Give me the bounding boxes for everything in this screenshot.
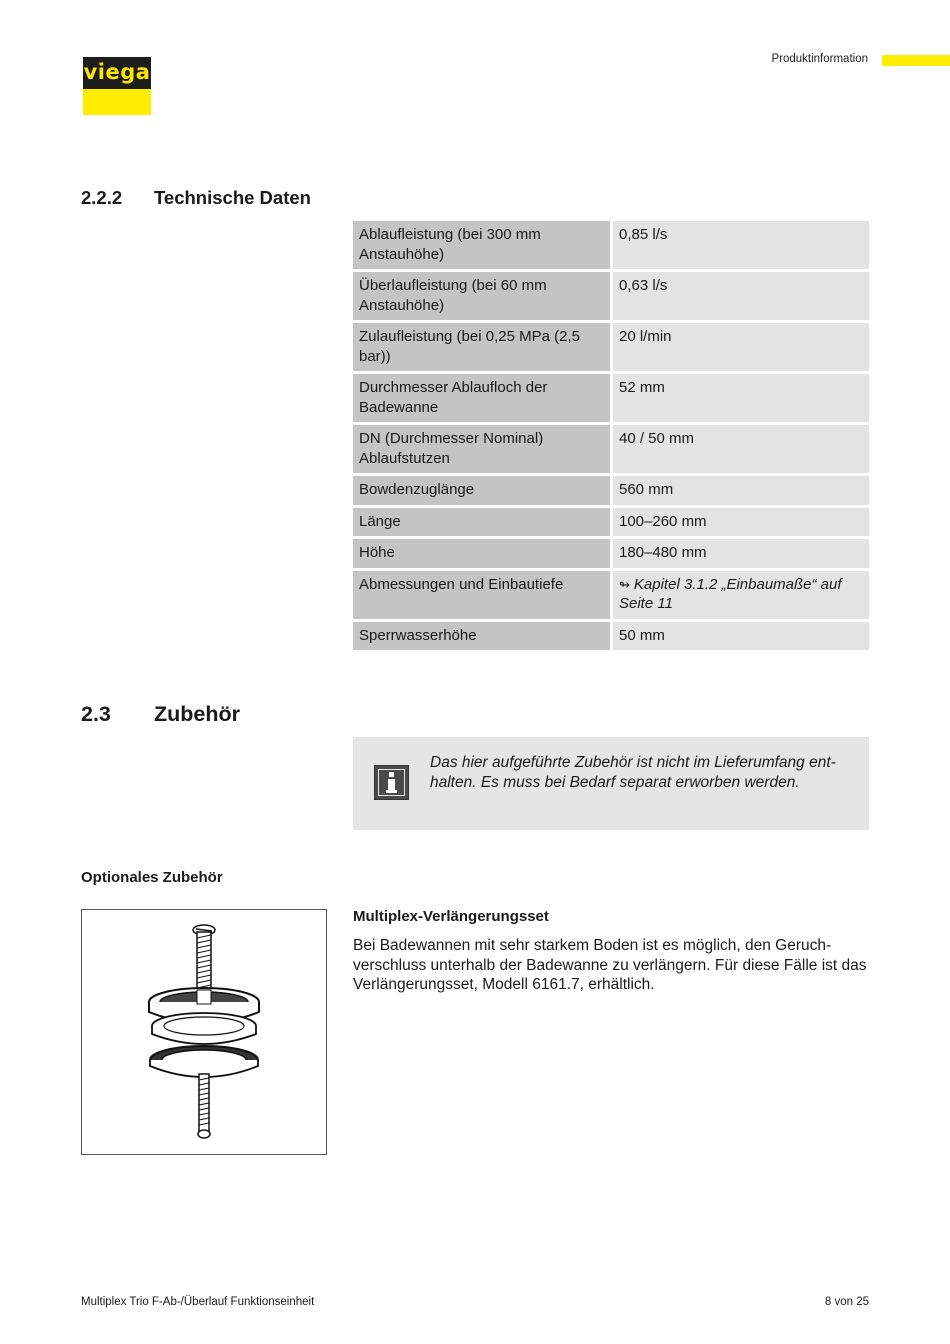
- extension-set-drawing: [82, 910, 326, 1154]
- table-row: [353, 221, 869, 269]
- row-value: 560 mm: [613, 476, 869, 505]
- row-value: 100–260 mm: [613, 508, 869, 537]
- technical-data-table: [353, 218, 869, 653]
- product-description: Bei Badewannen mit sehr starkem Boden ist es möglich, den Geruch-verschluss unterhalb der Badewanne zu verlängern. Für diese Fälle ist das Verlängerungsset, Modell 6161.7, erhältlich.: [353, 937, 867, 993]
- row-label: Überlaufleistung (bei 60 mm Anstauhöhe): [353, 272, 613, 320]
- row-label: Durchmesser Ablaufloch der Badewanne: [353, 374, 613, 422]
- table-row: [353, 425, 869, 473]
- row-label: Sperrwasserhöhe: [353, 622, 613, 651]
- row-label: Ablaufleistung (bei 300 mm Anstauhöhe): [353, 221, 613, 269]
- info-note-box: [353, 737, 869, 830]
- reference-text[interactable]: Kapitel 3.1.2 „Einbaumaße“ auf Seite 11: [619, 575, 842, 612]
- header-label: Produktinformation: [771, 53, 868, 65]
- table-row: [353, 374, 869, 422]
- row-value: 0,85 l/s: [613, 221, 869, 269]
- footer-document-title: Multiplex Trio F-Ab-/Überlauf Funktionseinheit: [81, 1296, 315, 1308]
- logo-yellow-block: [83, 89, 151, 115]
- row-value: 180–480 mm: [613, 539, 869, 568]
- header-accent-bar: [882, 55, 950, 66]
- table-row: [353, 323, 869, 371]
- section-23-number: 2.3: [81, 702, 111, 726]
- row-value: 50 mm: [613, 622, 869, 651]
- info-icon: [374, 765, 409, 800]
- footer-page-number: 8 von 25: [824, 1296, 869, 1308]
- row-value: 0,63 l/s: [613, 272, 869, 320]
- row-value: 20 l/min: [613, 323, 869, 371]
- table-row: [353, 539, 869, 568]
- info-note-text: Das hier aufgeführte Zubehör ist nicht im Lieferumfang ent-halten. Es muss bei Bedarf separat erworben werden.: [430, 754, 836, 791]
- table-row: [353, 508, 869, 537]
- viega-logo: [83, 57, 151, 115]
- arrow-reference-icon: ↬: [619, 576, 630, 592]
- section-23-title: Zubehör: [154, 702, 240, 726]
- row-value-link[interactable]: [613, 571, 869, 619]
- row-label: Zulaufleistung (bei 0,25 MPa (2,5 bar)): [353, 323, 613, 371]
- logo-wordmark: viega: [83, 57, 151, 89]
- table-row: [353, 571, 869, 619]
- table-row: [353, 622, 869, 651]
- row-value: 52 mm: [613, 374, 869, 422]
- row-label: Höhe: [353, 539, 613, 568]
- table-row: [353, 476, 869, 505]
- section-222-number: 2.2.2: [81, 187, 123, 208]
- extension-set-illustration: [81, 909, 327, 1155]
- table-row: [353, 272, 869, 320]
- row-value: 40 / 50 mm: [613, 425, 869, 473]
- row-label: Länge: [353, 508, 613, 537]
- row-label: DN (Durchmesser Nominal) Ablaufstutzen: [353, 425, 613, 473]
- row-label: Bowdenzuglänge: [353, 476, 613, 505]
- product-title: Multiplex-Verlängerungsset: [353, 908, 549, 925]
- section-222-title: Technische Daten: [154, 187, 311, 208]
- row-label: Abmessungen und Einbautiefe: [353, 571, 613, 619]
- optional-accessories-heading: Optionales Zubehör: [81, 869, 223, 886]
